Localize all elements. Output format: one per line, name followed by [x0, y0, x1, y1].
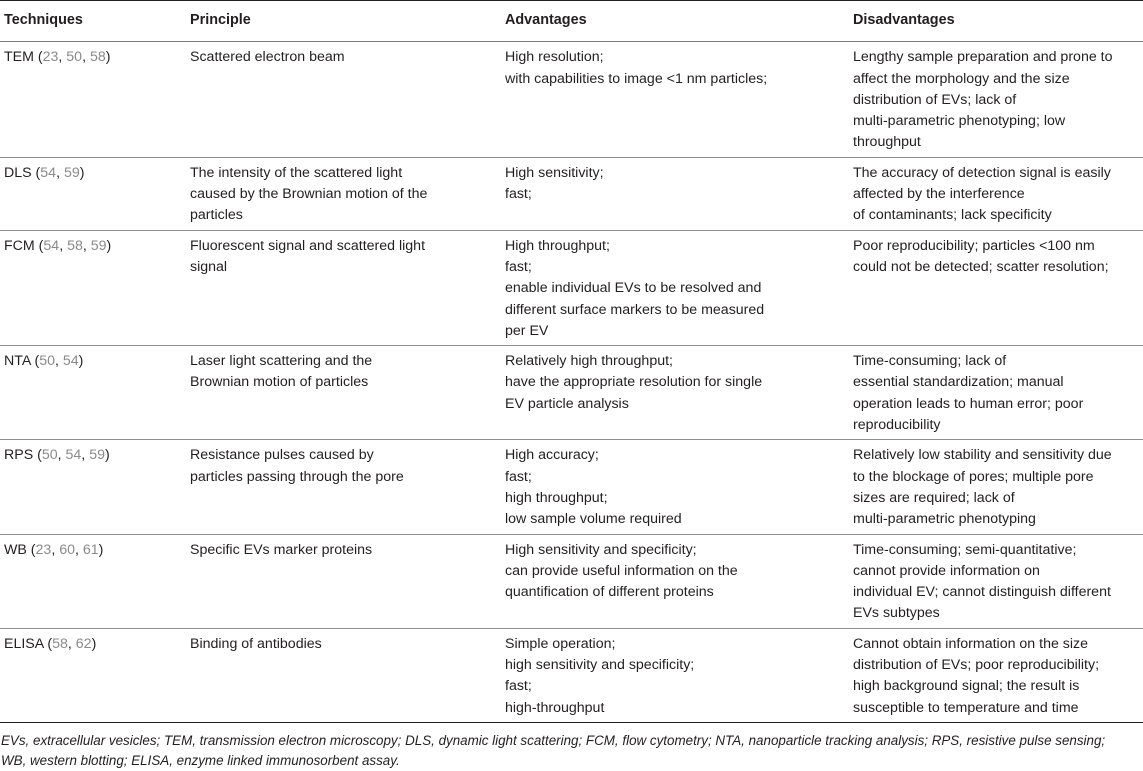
reference-link[interactable]: 59	[90, 237, 107, 254]
disadvantages-line: Cannot obtain information on the size	[853, 635, 1089, 652]
disadvantages-cell	[853, 346, 1143, 440]
technique-cell: ELISA (58, 62)	[4, 635, 97, 652]
reference-link[interactable]: 61	[82, 541, 99, 558]
disadvantages-line: Time-consuming; lack of	[853, 353, 1007, 370]
table-row	[0, 42, 1143, 157]
disadvantages-cell	[853, 230, 1143, 345]
header-row	[0, 1, 1143, 42]
disadvantages-line: cannot provide information on	[853, 562, 1040, 579]
reference-link[interactable]: 54	[62, 353, 79, 370]
advantages-line: fast;	[505, 678, 532, 695]
reference-link[interactable]: 50	[39, 353, 55, 370]
table-row	[0, 440, 1143, 534]
reference-link[interactable]: 59	[89, 447, 105, 464]
disadvantages-cell	[853, 534, 1143, 628]
table-row	[0, 534, 1143, 628]
principle-line: Fluorescent signal and scattered light	[190, 237, 426, 254]
advantages-cell	[505, 230, 853, 345]
principle-line: Specific EVs marker proteins	[190, 541, 373, 558]
advantages-cell	[505, 346, 853, 440]
technique-name: TEM	[4, 49, 34, 66]
principle-line: Laser light scattering and the	[190, 353, 373, 370]
advantages-line: high-throughput	[505, 699, 605, 716]
advantages-line: fast;	[505, 258, 532, 275]
reference-link[interactable]: 23	[35, 541, 52, 558]
disadvantages-line: distribution of EVs; lack of	[853, 91, 1017, 108]
advantages-line: High throughput;	[505, 237, 610, 254]
disadvantages-line: affect the morphology and the size	[853, 70, 1070, 87]
technique-cell: DLS (54, 59)	[4, 164, 85, 181]
disadvantages-line: throughput	[853, 134, 921, 151]
principle-line: particles	[190, 207, 243, 224]
disadvantages-line: operation leads to human error; poor	[853, 395, 1084, 412]
advantages-line: fast;	[505, 186, 532, 203]
disadvantages-line: could not be detected; scatter resolution;	[853, 258, 1109, 275]
reference-link[interactable]: 60	[59, 541, 75, 558]
disadvantages-line: susceptible to temperature and time	[853, 699, 1079, 716]
technique-cell: TEM (23, 50, 58)	[4, 49, 111, 66]
technique-name: WB	[4, 541, 27, 558]
principle-cell	[190, 440, 505, 534]
disadvantages-cell	[853, 440, 1143, 534]
disadvantages-line: multi-parametric phenotyping; low	[853, 113, 1066, 130]
principle-cell	[190, 230, 505, 345]
reference-link[interactable]: 23	[42, 49, 59, 66]
advantages-line: high sensitivity and specificity;	[505, 657, 695, 674]
principle-line: The intensity of the scattered light	[190, 164, 403, 181]
principle-line: Brownian motion of particles	[190, 374, 369, 391]
advantages-cell	[505, 157, 853, 230]
disadvantages-line: essential standardization; manual	[853, 374, 1064, 391]
technique-cell: FCM (54, 58, 59)	[4, 237, 112, 254]
advantages-line: High sensitivity and specificity;	[505, 541, 697, 558]
table-header	[0, 1, 1143, 42]
reference-link[interactable]: 58	[52, 635, 68, 652]
table-body	[0, 42, 1143, 723]
advantages-line: EV particle analysis	[505, 395, 629, 412]
disadvantages-cell	[853, 157, 1143, 230]
advantages-line: can provide useful information on the	[505, 562, 738, 579]
disadvantages-line: The accuracy of detection signal is easily	[853, 164, 1111, 181]
technique-cell: NTA (50, 54)	[4, 353, 84, 370]
disadvantages-line: to the blockage of pores; multiple pore	[853, 468, 1094, 485]
advantages-line: Simple operation;	[505, 635, 616, 652]
disadvantages-line: reproducibility	[853, 417, 941, 434]
disadvantages-cell	[853, 628, 1143, 722]
disadvantages-cell	[853, 42, 1143, 157]
advantages-line: different surface markers to be measured	[505, 301, 765, 318]
table-row	[0, 157, 1143, 230]
advantages-line: with capabilities to image <1 nm particles;	[505, 70, 768, 87]
technique-name: ELISA	[4, 635, 44, 652]
header-techniques: Techniques	[4, 12, 83, 28]
advantages-cell	[505, 440, 853, 534]
header-disadvantages: Disadvantages	[853, 12, 955, 28]
technique-name: NTA	[4, 353, 31, 370]
advantages-line: High resolution;	[505, 49, 604, 66]
footnote-line: EVs, extracellular vesicles; TEM, transmission electron microscopy; DLS, dynamic light scattering; FCM, flow cytometry; NTA, nanoparticle tracking analysis; RPS, resistive pulse sensing;	[1, 732, 1106, 748]
principle-cell	[190, 42, 505, 157]
disadvantages-line: Relatively low stability and sensitivity due	[853, 447, 1112, 464]
table-row	[0, 230, 1143, 345]
principle-cell	[190, 534, 505, 628]
disadvantages-line: distribution of EVs; poor reproducibility;	[853, 657, 1100, 674]
principle-line: Scattered electron beam	[190, 49, 345, 66]
advantages-line: enable individual EVs to be resolved and	[505, 280, 762, 297]
advantages-line: per EV	[505, 322, 549, 339]
advantages-line: fast;	[505, 468, 532, 485]
reference-link[interactable]: 59	[63, 164, 80, 181]
technique-name: DLS	[4, 164, 32, 181]
technique-name: RPS	[4, 447, 34, 464]
principle-line: Resistance pulses caused by	[190, 447, 374, 464]
advantages-cell	[505, 628, 853, 722]
reference-link[interactable]: 54	[65, 447, 82, 464]
footnote-line: WB, western blotting; ELISA, enzyme linked immunosorbent assay.	[1, 752, 400, 768]
advantages-line: have the appropriate resolution for single	[505, 374, 763, 391]
advantages-line: low sample volume required	[505, 511, 682, 528]
advantages-line: Relatively high throughput;	[505, 353, 673, 370]
reference-link[interactable]: 50	[41, 447, 58, 464]
advantages-line: High sensitivity;	[505, 164, 604, 181]
disadvantages-line: individual EV; cannot distinguish different	[853, 584, 1111, 601]
reference-link[interactable]: 58	[67, 237, 83, 254]
principle-cell	[190, 628, 505, 722]
principle-line: particles passing through the pore	[190, 468, 404, 485]
reference-link[interactable]: 54	[40, 164, 57, 181]
principle-line: signal	[190, 258, 228, 275]
disadvantages-line: sizes are required; lack of	[853, 489, 1015, 506]
disadvantages-line: affected by the interference	[853, 186, 1025, 203]
advantages-cell	[505, 534, 853, 628]
disadvantages-line: multi-parametric phenotyping	[853, 511, 1036, 528]
reference-link[interactable]: 54	[43, 237, 60, 254]
table-row	[0, 628, 1143, 722]
disadvantages-line: EVs subtypes	[853, 605, 940, 622]
header-principle: Principle	[190, 12, 251, 28]
advantages-line: high throughput;	[505, 489, 608, 506]
principle-line: caused by the Brownian motion of the	[190, 186, 428, 203]
table-footnote	[0, 723, 1143, 771]
advantages-line: High accuracy;	[505, 447, 599, 464]
reference-link[interactable]: 62	[75, 635, 92, 652]
technique-cell: WB (23, 60, 61)	[4, 541, 104, 558]
technique-cell: RPS (50, 54, 59)	[4, 447, 110, 464]
header-advantages: Advantages	[505, 12, 587, 28]
table-row	[0, 346, 1143, 440]
principle-cell	[190, 346, 505, 440]
technique-name: FCM	[4, 237, 35, 254]
advantages-line: quantification of different proteins	[505, 584, 714, 601]
disadvantages-line: Time-consuming; semi-quantitative;	[853, 541, 1077, 558]
principle-line: Binding of antibodies	[190, 635, 322, 652]
advantages-cell	[505, 42, 853, 157]
reference-link[interactable]: 50	[66, 49, 83, 66]
disadvantages-line: of contaminants; lack specificity	[853, 207, 1052, 224]
principle-cell	[190, 157, 505, 230]
reference-link[interactable]: 58	[89, 49, 106, 66]
disadvantages-line: Lengthy sample preparation and prone to	[853, 49, 1113, 66]
disadvantages-line: high background signal; the result is	[853, 678, 1080, 695]
disadvantages-line: Poor reproducibility; particles <100 nm	[853, 237, 1095, 254]
